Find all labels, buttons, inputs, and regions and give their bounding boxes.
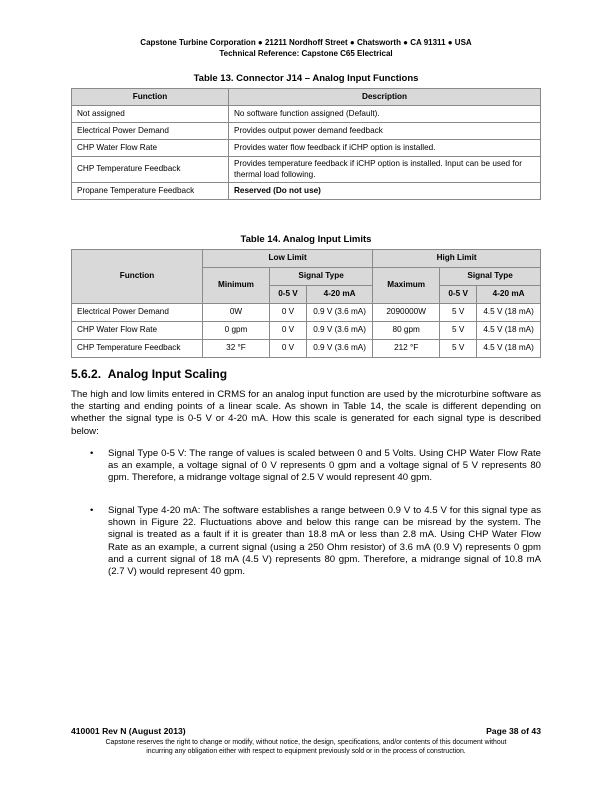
table-row bbox=[72, 140, 541, 157]
table-header-row bbox=[72, 250, 541, 268]
table-cell-high-current: 4.5 V (18 mA) bbox=[477, 340, 541, 358]
table-header-row bbox=[72, 89, 541, 106]
table-header-cell: High Limit bbox=[373, 250, 541, 268]
section-intro-paragraph: The high and low limits entered in CRMS for an analog input function are used by the microturbine software as the starting and ending points of a linear scale. As shown in Table 14, the scale is different depending on whether the signal type is 0-5 V or 4-20 mA. How this scale is generated for each signal type is described below: bbox=[71, 389, 541, 437]
header-reference-line: Technical Reference: Capstone C65 Electrical bbox=[219, 49, 393, 58]
table-cell-function: Electrical Power Demand bbox=[72, 123, 229, 140]
footer-page-number: Page 38 of 43 bbox=[486, 726, 541, 736]
bullet-icon: • bbox=[90, 448, 94, 459]
table-header-cell: Signal Type bbox=[440, 268, 541, 286]
table-header-cell: Description bbox=[229, 89, 541, 106]
table-header-cell: 4-20 mA bbox=[307, 286, 373, 304]
table-row bbox=[72, 157, 541, 183]
table-cell-function: CHP Temperature Feedback bbox=[72, 157, 229, 183]
table-cell-high-voltage: 5 V bbox=[440, 322, 477, 340]
table-cell-minimum: 0 gpm bbox=[203, 322, 270, 340]
table-cell-low-current: 0.9 V (3.6 mA) bbox=[307, 322, 373, 340]
table-header-cell: 0-5 V bbox=[440, 286, 477, 304]
header-company-line: Capstone Turbine Corporation ● 21211 Nordhoff Street ● Chatsworth ● CA 91311 ● USA bbox=[140, 38, 472, 47]
table-row bbox=[72, 340, 541, 358]
table-cell-minimum: 32 °F bbox=[203, 340, 270, 358]
table-cell-function: Propane Temperature Feedback bbox=[72, 183, 229, 200]
footer-doc-id: 410001 Rev N (August 2013) bbox=[71, 726, 186, 736]
table-cell-maximum: 2090000W bbox=[373, 304, 440, 322]
table-cell-description: Provides water flow feedback if iCHP option is installed. bbox=[229, 140, 541, 157]
bullet-item bbox=[90, 505, 541, 578]
table-cell-function: CHP Temperature Feedback bbox=[72, 340, 203, 358]
table-header-cell: 4-20 mA bbox=[477, 286, 541, 304]
bullet-icon: • bbox=[90, 505, 94, 516]
table-cell-minimum: 0W bbox=[203, 304, 270, 322]
table-cell-maximum: 80 gpm bbox=[373, 322, 440, 340]
table-cell-low-voltage: 0 V bbox=[270, 322, 307, 340]
footer-notice bbox=[0, 738, 612, 756]
section-title: Analog Input Scaling bbox=[107, 367, 228, 381]
table-cell-high-voltage: 5 V bbox=[440, 304, 477, 322]
table-cell-description: Provides output power demand feedback bbox=[229, 123, 541, 140]
table13 bbox=[71, 88, 541, 200]
table14-caption: Table 14. Analog Input Limits bbox=[240, 234, 372, 245]
table-header-cell: Function bbox=[72, 89, 229, 106]
table-header-cell: Signal Type bbox=[270, 268, 373, 286]
table-row bbox=[72, 183, 541, 200]
table-cell-low-current: 0.9 V (3.6 mA) bbox=[307, 304, 373, 322]
table-row bbox=[72, 304, 541, 322]
table-cell-low-current: 0.9 V (3.6 mA) bbox=[307, 340, 373, 358]
table-header-cell: Minimum bbox=[203, 268, 270, 304]
table-row bbox=[72, 123, 541, 140]
footer-notice-line: Capstone reserves the right to change or modify, without notice, the design, specifications, and/or contents of this document without bbox=[105, 739, 507, 746]
table14 bbox=[71, 249, 541, 358]
table-header-cell: Maximum bbox=[373, 268, 440, 304]
table-header-cell: Low Limit bbox=[203, 250, 373, 268]
table-header-cell: 0-5 V bbox=[270, 286, 307, 304]
table-cell-high-current: 4.5 V (18 mA) bbox=[477, 322, 541, 340]
bullet-text: Signal Type 0-5 V: The range of values is scaled between 0 and 5 Volts. Using CHP Water Flow Rate as an example, a voltage signal of 0 V represents 0 gpm and a voltage signal of 5 V represents 80 gpm. Therefore, a midrange voltage signal of 2.5 V would represent 40 gpm. bbox=[108, 448, 541, 484]
table-cell-maximum: 212 °F bbox=[373, 340, 440, 358]
table-cell-description: No software function assigned (Default). bbox=[229, 106, 541, 123]
section-heading bbox=[71, 367, 227, 381]
section-number: 5.6.2. bbox=[71, 367, 102, 381]
table13-caption: Table 13. Connector J14 – Analog Input Functions bbox=[193, 73, 419, 84]
table-row bbox=[72, 106, 541, 123]
table-cell-low-voltage: 0 V bbox=[270, 304, 307, 322]
table-cell-function: Electrical Power Demand bbox=[72, 304, 203, 322]
table-row bbox=[72, 322, 541, 340]
footer-notice-line: incurring any obligation either with respect to equipment previously sold or in the process of construction. bbox=[146, 748, 466, 755]
bullet-text: Signal Type 4-20 mA: The software establishes a range between 0.9 V to 4.5 V for this signal type as shown in Figure 22. Fluctuations above and below this range can be misread by the system. The signal is treated as a fault if it is greater than 18.8 mA or less than 2.8 mA. Using CHP Water Flow Rate as an example, a current signal (using a 250 Ohm resistor) of 3.6 mA (0.9 V) represents 0 gpm and a current signal of 18 mA (4.5 V) represents 80 gpm. Therefore, a midrange signal of 10.8 mA (2.7 V) would represent 40 gpm. bbox=[108, 505, 541, 578]
table-cell-function: CHP Water Flow Rate bbox=[72, 140, 229, 157]
table-cell-description: Provides temperature feedback if iCHP option is installed. Input can be used for thermal load following. bbox=[229, 157, 541, 183]
page-header bbox=[0, 37, 612, 59]
table-cell-function: Not assigned bbox=[72, 106, 229, 123]
table-cell-high-current: 4.5 V (18 mA) bbox=[477, 304, 541, 322]
table-cell-high-voltage: 5 V bbox=[440, 340, 477, 358]
table-cell-description: Reserved (Do not use) bbox=[229, 183, 541, 200]
table-header-cell: Function bbox=[72, 250, 203, 304]
bullet-item bbox=[90, 448, 541, 485]
table-cell-low-voltage: 0 V bbox=[270, 340, 307, 358]
table-cell-function: CHP Water Flow Rate bbox=[72, 322, 203, 340]
